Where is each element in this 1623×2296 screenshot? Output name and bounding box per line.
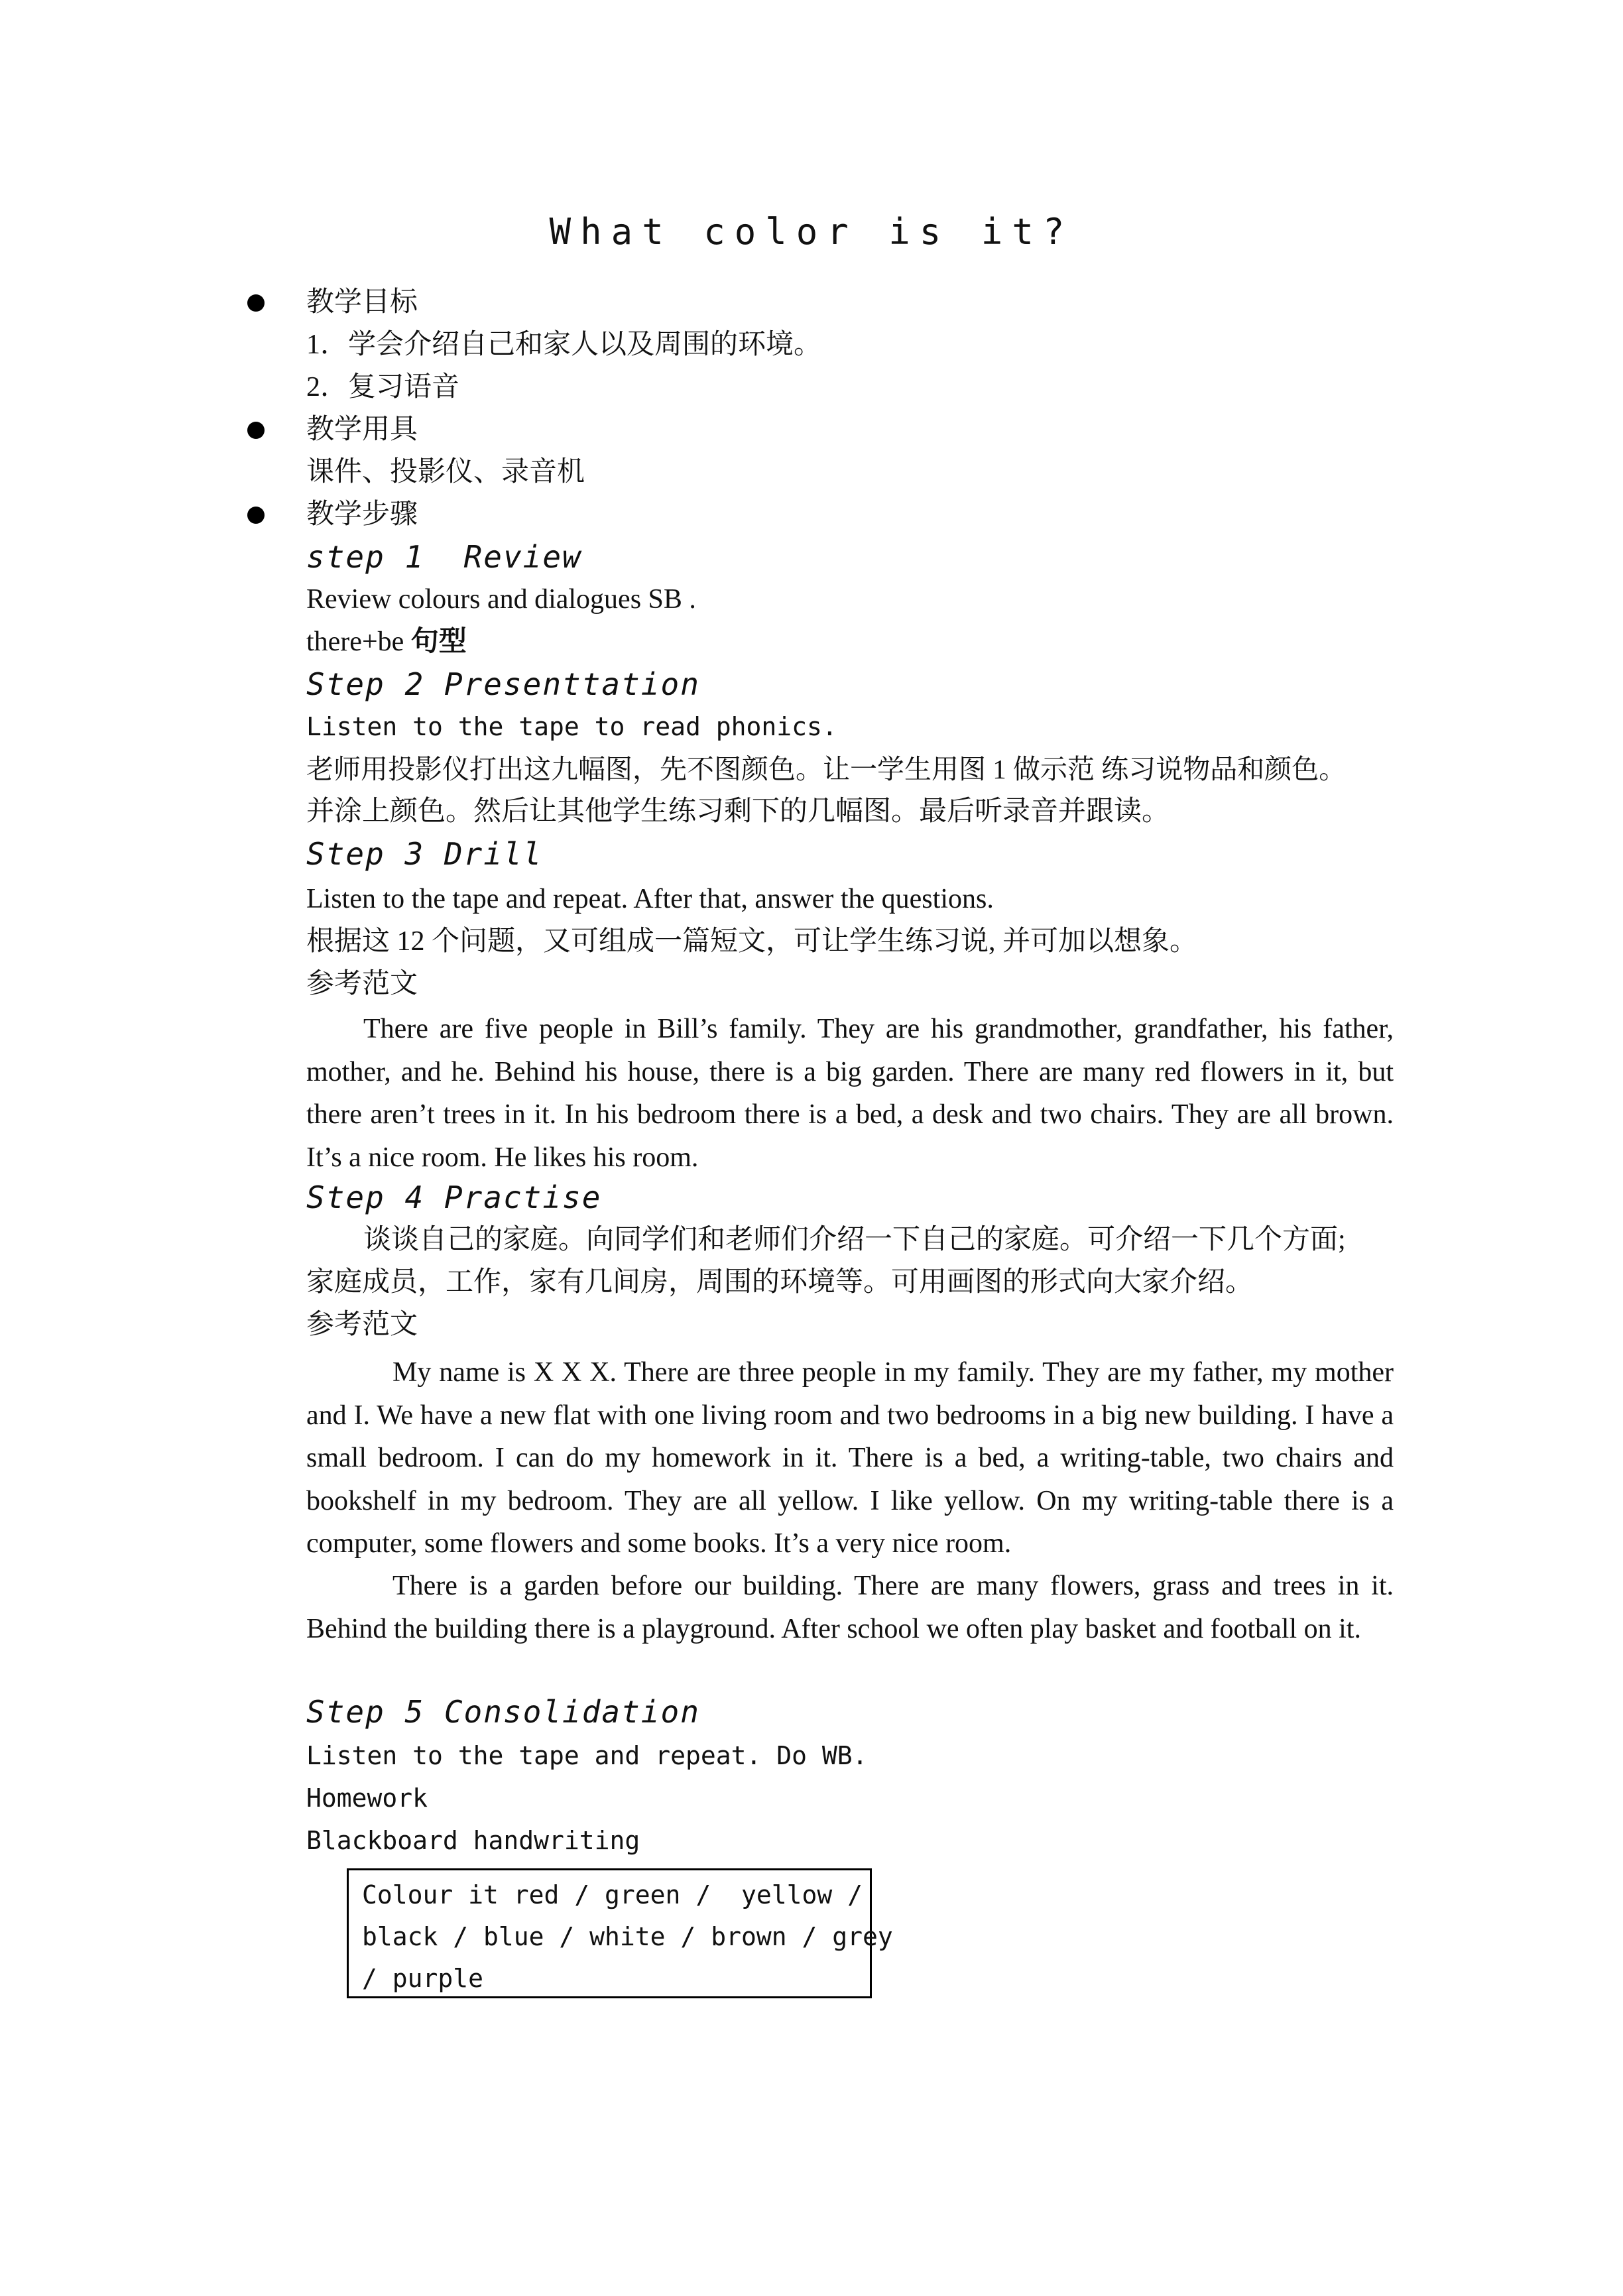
- objective-item-1: 1．学会介绍自己和家人以及周围的环境。: [306, 330, 822, 360]
- step2-heading: Step 2 Presenttation: [306, 666, 700, 702]
- step4-line1: 谈谈自己的家庭。向同学们和老师们介绍一下自己的家庭。可介绍一下几个方面;: [363, 1225, 1346, 1255]
- step4-sample-para2: There is a garden before our building. There are many flowers, grass and trees in it. Behind the building there is a playground. After school we often play basket and football on it.: [306, 1571, 1394, 1644]
- step3-sample-label: 参考范文: [306, 969, 418, 999]
- step4-sample-label: 参考范文: [306, 1309, 418, 1340]
- step4-sample-para1: My name is X X X. There are three people in my family. They are my father, my mother and I. We have a new flat with one living room and two bedrooms in a big new building. I have a small bedroom. I can do my homework in it. There is a bed, a writing-table, two chairs and bookshelf in my bedroom. They are all yellow. I like yellow. On my writing-table there is a computer, some flowers and some books. It’s a very nice room.: [306, 1357, 1394, 1559]
- step2-line2: 老师用投影仪打出这九幅图，先不图颜色。让一学生用图 1 做示范 练习说物品和颜色。: [306, 754, 1347, 784]
- step5-line1: Listen to the tape and repeat. Do WB.: [306, 1741, 868, 1770]
- blackboard-line-2: black / blue / white / brown / grey: [362, 1922, 893, 1951]
- step3-line1: Listen to the tape and repeat. After that, answer the questions.: [306, 884, 994, 914]
- step1-heading: step 1 Review: [306, 539, 582, 575]
- blackboard-line-1: Colour it red / green / yellow /: [362, 1880, 863, 1909]
- objective-item-2: 2．复习语音: [306, 372, 460, 402]
- bullet-icon: [247, 294, 265, 312]
- step5-heading: Step 5 Consolidation: [306, 1694, 700, 1730]
- tools-text: 课件、投影仪、录音机: [306, 457, 585, 487]
- step3-line2: 根据这 12 个问题，又可组成一篇短文，可让学生练习说, 并可加以想象。: [306, 926, 1198, 957]
- blackboard-line-3: / purple: [362, 1964, 484, 1993]
- blackboard-box: [347, 1868, 893, 1998]
- step2-line3: 并涂上颜色。然后让其他学生练习剩下的几幅图。最后听录音并跟读。: [306, 796, 1170, 827]
- step3-heading: Step 3 Drill: [306, 836, 543, 872]
- step1-line2: [306, 623, 467, 660]
- step1-line2-prefix: there+be: [306, 627, 411, 657]
- step4-line2: 家庭成员，工作，家有几间房，周围的环境等。可用画图的形式向大家介绍。: [306, 1267, 1254, 1298]
- step3-sample-text: There are five people in Bill’s family. They are his grandmother, grandfather, his father, mother, and he. Behind his house, there is a big garden. There are many red flowers in it, but there aren’t trees in it. In his bedroom there is a bed, a desk and two chairs. They are all brown. It’s a nice room. He likes his room.: [306, 1014, 1394, 1173]
- steps-heading: 教学步骤: [306, 499, 418, 530]
- step2-line1: Listen to the tape to read phonics.: [306, 712, 837, 741]
- step1-line1: Review colours and dialogues SB .: [306, 584, 696, 615]
- step1-line2-suffix: 句型: [410, 627, 467, 657]
- page-title: What color is it?: [549, 211, 1074, 253]
- bullet-icon: [247, 507, 265, 524]
- step5-line2: Homework: [306, 1783, 428, 1813]
- bullet-icon: [247, 422, 265, 439]
- tools-heading: 教学用具: [306, 414, 418, 445]
- objectives-heading: 教学目标: [306, 287, 418, 318]
- step5-line3: Blackboard handwriting: [306, 1826, 640, 1855]
- step4-heading: Step 4 Practise: [306, 1179, 602, 1215]
